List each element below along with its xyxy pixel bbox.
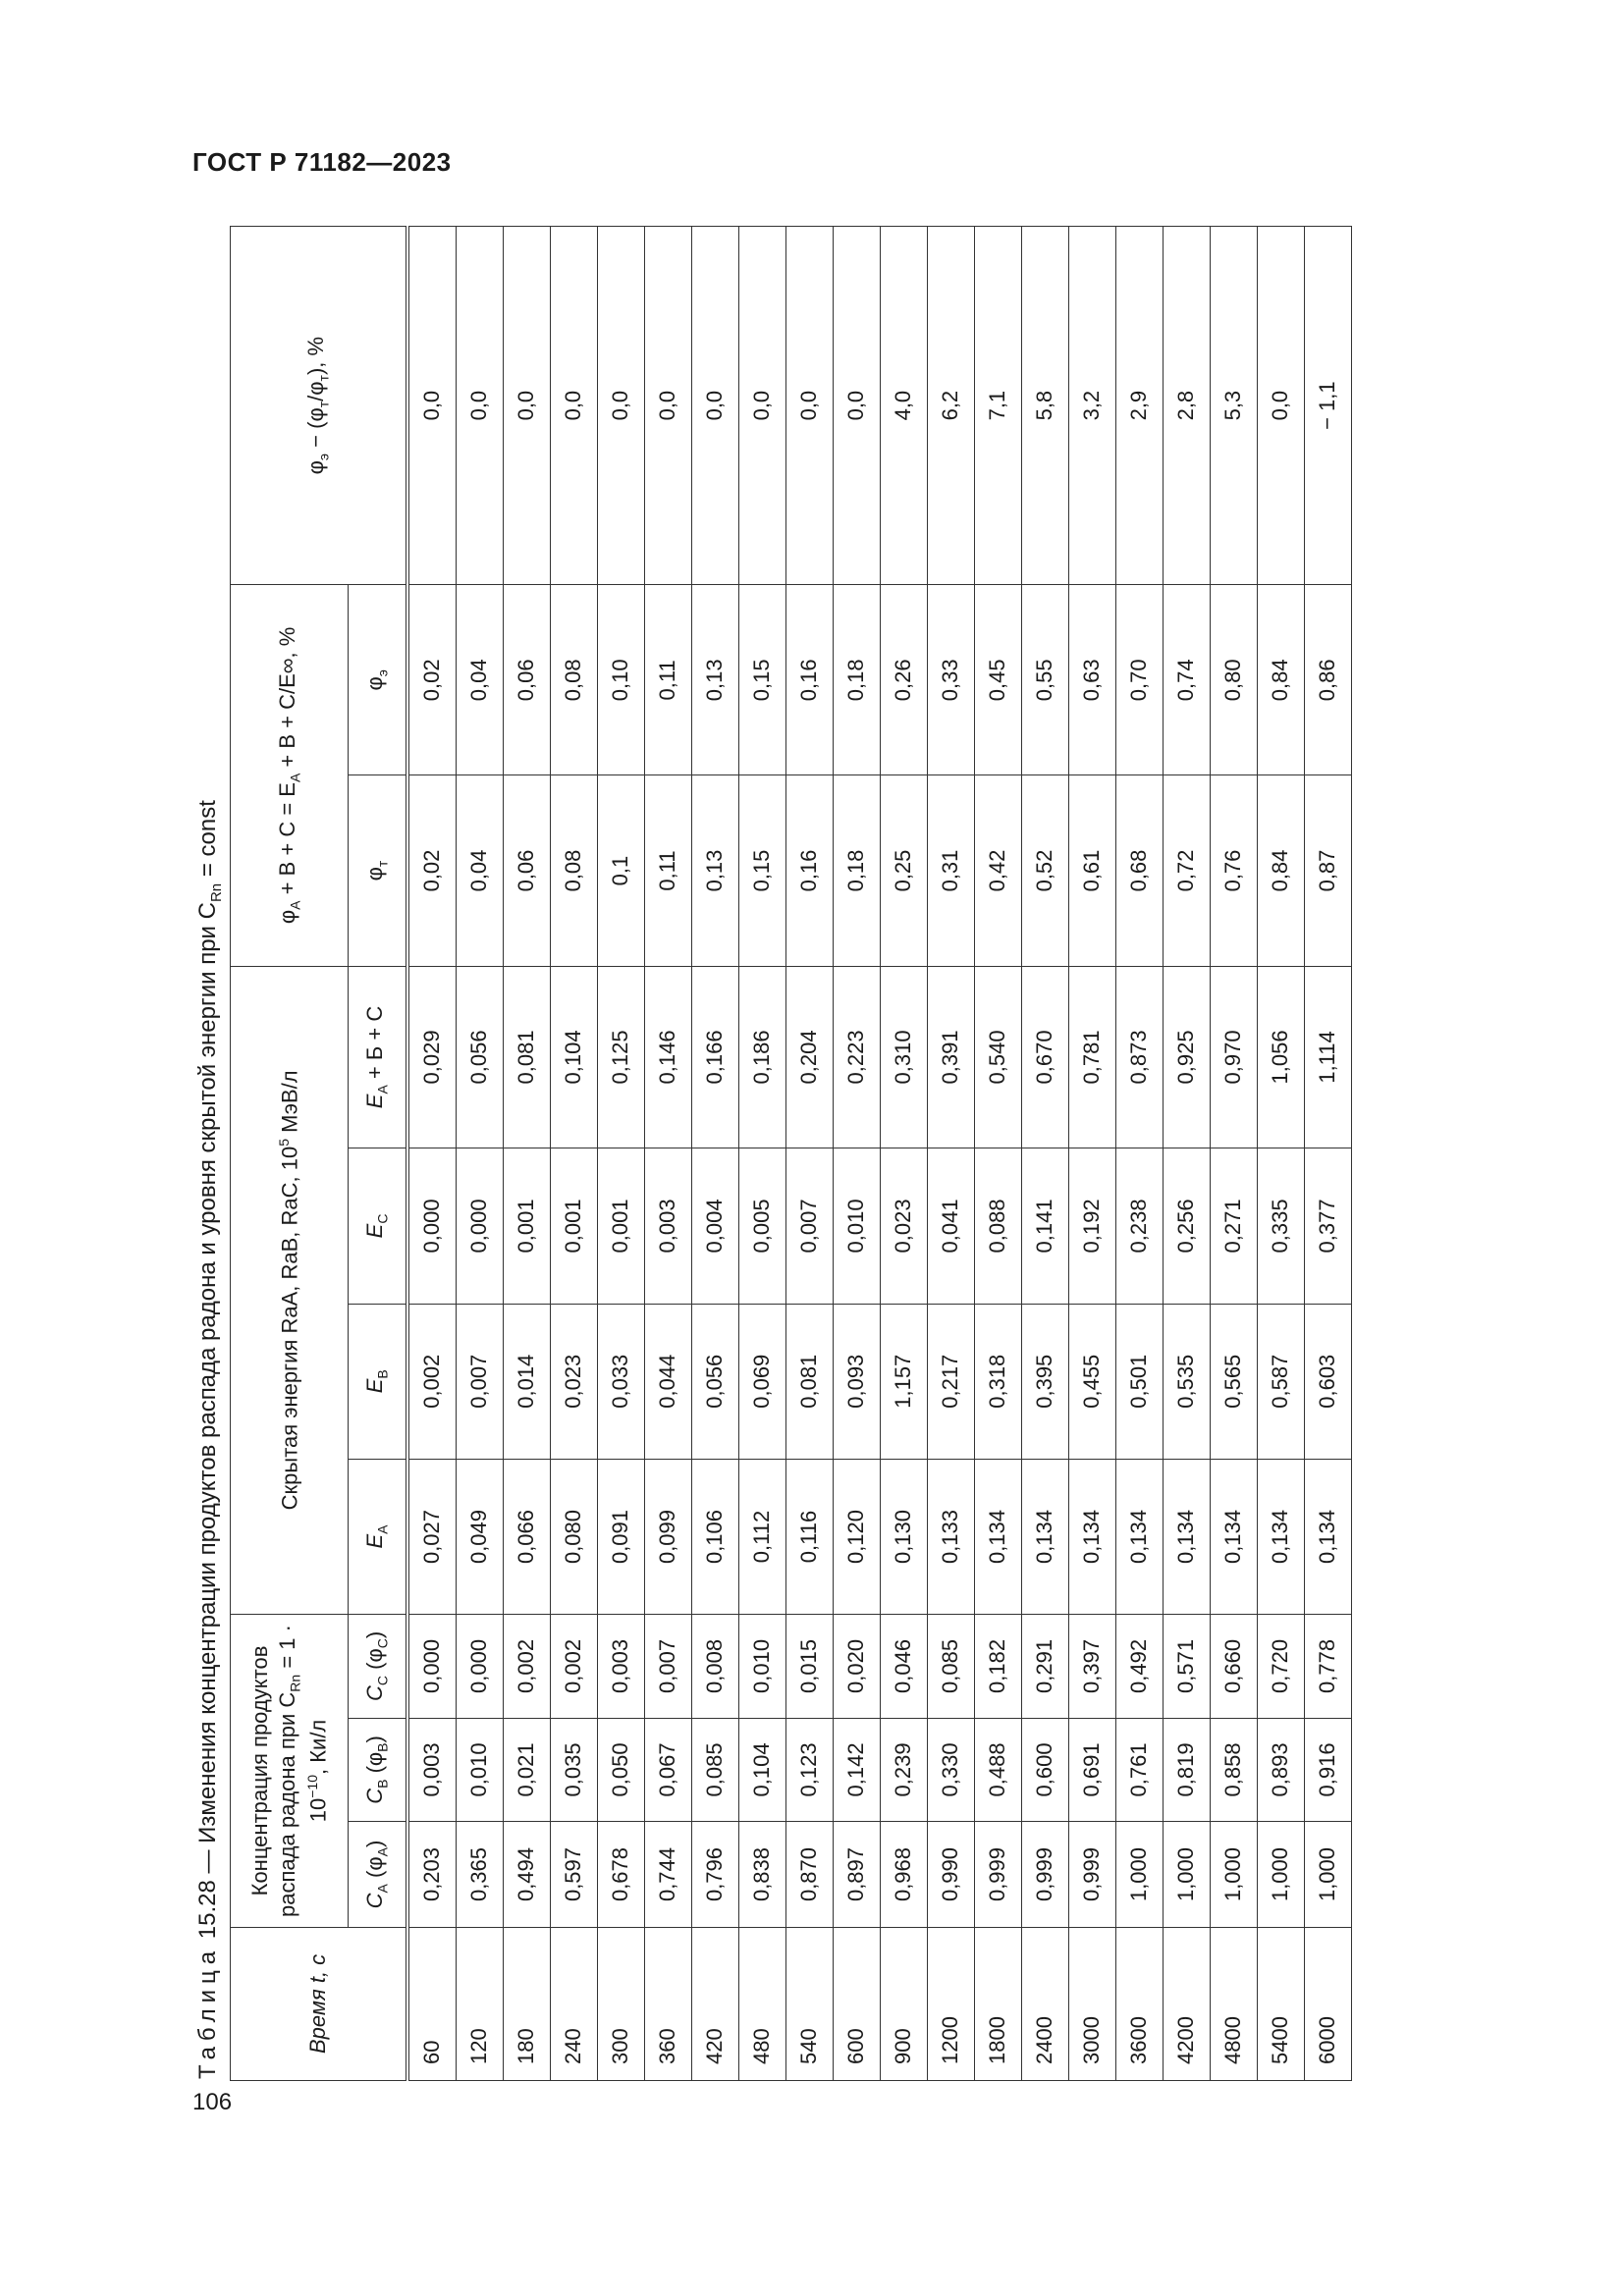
table-cell: 0,0 — [785, 227, 833, 585]
table-cell: 0,0 — [456, 227, 503, 585]
table-cell: 0,093 — [833, 1304, 880, 1459]
caption-text: — Изменения концентрации продуктов распада радона и уровня скрытой энергии при C — [194, 902, 221, 1881]
document-header: ГОСТ Р 71182—2023 — [192, 147, 452, 177]
table-cell: 0,081 — [503, 966, 550, 1148]
header-energy-group: Скрытая энергия RaA, RaB, RaC, $10^5$ МэВ/л — [231, 966, 349, 1615]
table-cell: 0,70 — [1115, 585, 1163, 775]
table-cell: 0,023 — [880, 1148, 927, 1304]
table-cell: 0,720 — [1257, 1615, 1304, 1719]
table-cell: 0,099 — [644, 1459, 691, 1614]
table-cell: 0,007 — [644, 1615, 691, 1719]
header-time: Время t, с — [231, 1927, 407, 2080]
table-cell: 0,13 — [691, 775, 738, 966]
table-cell: 0,008 — [691, 1615, 738, 1719]
table-cell: 0,186 — [738, 966, 785, 1148]
table-cell: 0,04 — [456, 585, 503, 775]
table-row — [644, 227, 691, 2081]
table-cell: 0,0 — [597, 227, 644, 585]
table-cell: 0,15 — [738, 775, 785, 966]
table-row — [1257, 227, 1304, 2081]
table-cell: 0,744 — [644, 1822, 691, 1928]
table-cell: 1,000 — [1163, 1822, 1210, 1928]
table-cell: 5,8 — [1021, 227, 1068, 585]
cell-time: 2400 — [1021, 1927, 1068, 2080]
table-cell: 0,112 — [738, 1459, 785, 1614]
cell-time: 480 — [738, 1927, 785, 2080]
table-cell: 3,2 — [1068, 227, 1115, 585]
table-cell: 0,45 — [974, 585, 1021, 775]
table-caption — [192, 800, 233, 2079]
table-cell: 0,925 — [1163, 966, 1210, 1148]
table-cell: 0,049 — [456, 1459, 503, 1614]
table-cell: 0,76 — [1210, 775, 1257, 966]
table-cell: 0,15 — [738, 585, 785, 775]
table-cell: 0,897 — [833, 1822, 880, 1928]
table-cell: 0,141 — [1021, 1148, 1068, 1304]
table-cell: 0,494 — [503, 1822, 550, 1928]
table-cell: 0,001 — [597, 1148, 644, 1304]
table-cell: 0,120 — [833, 1459, 880, 1614]
table-cell: 0,204 — [785, 966, 833, 1148]
table-cell: 0,603 — [1304, 1304, 1351, 1459]
header-cb: $C_B$ $(\varphi_B)$ — [349, 1718, 407, 1822]
cell-time: 1200 — [927, 1927, 974, 2080]
cell-time: 5400 — [1257, 1927, 1304, 2080]
table-cell: 0,223 — [833, 966, 880, 1148]
header-cc: $C_C$ $(\varphi_C)$ — [349, 1615, 407, 1719]
table-cell: 0,182 — [974, 1615, 1021, 1719]
table-cell: 0,18 — [833, 585, 880, 775]
table-cell: 0,023 — [550, 1304, 597, 1459]
table-row — [1115, 227, 1163, 2081]
table-cell: 0,819 — [1163, 1718, 1210, 1822]
table-cell: 0,291 — [1021, 1615, 1068, 1719]
table-row — [738, 227, 785, 2081]
table-cell: 0,02 — [407, 775, 457, 966]
table-cell: 0,0 — [1257, 227, 1304, 585]
table-cell: 0,130 — [880, 1459, 927, 1614]
table-cell: 0,010 — [738, 1615, 785, 1719]
table-cell: 0,033 — [597, 1304, 644, 1459]
cell-time: 6000 — [1304, 1927, 1351, 2080]
table-row — [785, 227, 833, 2081]
table-cell: 0,238 — [1115, 1148, 1163, 1304]
table-cell: 0,80 — [1210, 585, 1257, 775]
table-cell: − 1,1 — [1304, 227, 1351, 585]
table-cell: 6,2 — [927, 227, 974, 585]
table-cell: 0,33 — [927, 585, 974, 775]
table-cell: 0,893 — [1257, 1718, 1304, 1822]
table-row — [1304, 227, 1351, 2081]
table-cell: 0,565 — [1210, 1304, 1257, 1459]
table-cell: 0,330 — [927, 1718, 974, 1822]
table-cell: 0,08 — [550, 775, 597, 966]
table-cell: 0,06 — [503, 775, 550, 966]
cell-time: 4800 — [1210, 1927, 1257, 2080]
table-cell: 0,125 — [597, 966, 644, 1148]
table-cell: 0,86 — [1304, 585, 1351, 775]
table-cell: 0,203 — [407, 1822, 457, 1928]
table-cell: 0,761 — [1115, 1718, 1163, 1822]
header-diff: $\varphi_э - (\varphi_т/\varphi_т)$, % — [231, 227, 407, 585]
table-cell: 0,778 — [1304, 1615, 1351, 1719]
table-cell: 0,080 — [550, 1459, 597, 1614]
table-cell: 0,990 — [927, 1822, 974, 1928]
table-cell: 0,999 — [1021, 1822, 1068, 1928]
table-cell: 0,002 — [550, 1615, 597, 1719]
table-cell: 0,16 — [785, 775, 833, 966]
caption-number: 15.28 — [194, 1880, 221, 1940]
table-cell: 0,002 — [503, 1615, 550, 1719]
table-cell: 5,3 — [1210, 227, 1257, 585]
table-cell: 0,970 — [1210, 966, 1257, 1148]
table-cell: 0,142 — [833, 1718, 880, 1822]
table-cell: 0,16 — [785, 585, 833, 775]
table-cell: 0,488 — [974, 1718, 1021, 1822]
table-cell: 0,003 — [597, 1615, 644, 1719]
table-cell: 0,08 — [550, 585, 597, 775]
table-cell: 0,007 — [785, 1148, 833, 1304]
table-cell: 0,002 — [407, 1304, 457, 1459]
cell-time: 900 — [880, 1927, 927, 2080]
table-cell: 0,035 — [550, 1718, 597, 1822]
cell-time: 1800 — [974, 1927, 1021, 2080]
table-row — [833, 227, 880, 2081]
table-cell: 0,587 — [1257, 1304, 1304, 1459]
header-phi-group: $\varphi_A + B + C = E_A + B + C/E\infty$, % — [231, 585, 349, 966]
table-cell: 0,535 — [1163, 1304, 1210, 1459]
table-row — [503, 227, 550, 2081]
table-cell: 0,0 — [833, 227, 880, 585]
table-cell: 0,056 — [456, 966, 503, 1148]
table-cell: 0,000 — [407, 1148, 457, 1304]
table-cell: 0,256 — [1163, 1148, 1210, 1304]
table-cell: 0,0 — [550, 227, 597, 585]
table-cell: 0,056 — [691, 1304, 738, 1459]
table-cell: 0,870 — [785, 1822, 833, 1928]
table-cell: 0,691 — [1068, 1718, 1115, 1822]
table-cell: 0,001 — [550, 1148, 597, 1304]
table-cell: 0,06 — [503, 585, 550, 775]
table-row — [1210, 227, 1257, 2081]
table-cell: 0,003 — [407, 1718, 457, 1822]
table-cell: 0,166 — [691, 966, 738, 1148]
table-body — [407, 227, 1352, 2081]
header-phi-e: $\varphi_э$ — [349, 585, 407, 775]
table-cell: 0,04 — [456, 775, 503, 966]
table-cell: 0,600 — [1021, 1718, 1068, 1822]
table-cell: 0,085 — [927, 1615, 974, 1719]
table-cell: 0,010 — [456, 1718, 503, 1822]
table-cell: 0,25 — [880, 775, 927, 966]
table-cell: 0,391 — [927, 966, 974, 1148]
table-cell: 0,044 — [644, 1304, 691, 1459]
table-cell: 0,123 — [785, 1718, 833, 1822]
table-cell: 0,239 — [880, 1718, 927, 1822]
table-cell: 0,395 — [1021, 1304, 1068, 1459]
table-cell: 0,68 — [1115, 775, 1163, 966]
table-cell: 0,10 — [597, 585, 644, 775]
table-cell: 1,114 — [1304, 966, 1351, 1148]
table-cell: 0,146 — [644, 966, 691, 1148]
table-row — [1021, 227, 1068, 2081]
table-cell: 0,104 — [550, 966, 597, 1148]
table-cell: 0,11 — [644, 775, 691, 966]
cell-time: 240 — [550, 1927, 597, 2080]
table-cell: 0,069 — [738, 1304, 785, 1459]
table-cell: 0,781 — [1068, 966, 1115, 1148]
table-cell: 0,63 — [1068, 585, 1115, 775]
table-cell: 1,000 — [1115, 1822, 1163, 1928]
table-cell: 0,134 — [1304, 1459, 1351, 1614]
cell-time: 120 — [456, 1927, 503, 2080]
table-cell: 0,021 — [503, 1718, 550, 1822]
data-table — [230, 226, 1352, 2081]
table-cell: 0,134 — [1115, 1459, 1163, 1614]
table-cell: 0,916 — [1304, 1718, 1351, 1822]
table-cell: 0,005 — [738, 1148, 785, 1304]
table-row — [880, 227, 927, 2081]
table-cell: 0,74 — [1163, 585, 1210, 775]
table-cell: 0,84 — [1257, 585, 1304, 775]
table-cell: 0,106 — [691, 1459, 738, 1614]
table-cell: 0,0 — [503, 227, 550, 585]
caption-prefix: Таблица — [194, 1945, 221, 2079]
table-cell: 0,000 — [407, 1615, 457, 1719]
cell-time: 3000 — [1068, 1927, 1115, 2080]
table-row — [550, 227, 597, 2081]
table-row — [691, 227, 738, 2081]
cell-time: 600 — [833, 1927, 880, 2080]
table-cell: 1,000 — [1304, 1822, 1351, 1928]
table-cell: 0,134 — [1021, 1459, 1068, 1614]
table-cell: 1,000 — [1257, 1822, 1304, 1928]
table-cell: 0,501 — [1115, 1304, 1163, 1459]
table-row — [407, 227, 457, 2081]
cell-time: 540 — [785, 1927, 833, 2080]
table-cell: 0,020 — [833, 1615, 880, 1719]
table-cell: 0,066 — [503, 1459, 550, 1614]
table-cell: 0,134 — [1163, 1459, 1210, 1614]
table-cell: 0,335 — [1257, 1148, 1304, 1304]
table-cell: 0,010 — [833, 1148, 880, 1304]
table-row — [974, 227, 1021, 2081]
table-cell: 2,9 — [1115, 227, 1163, 585]
table-cell: 0,133 — [927, 1459, 974, 1614]
table-cell: 0,999 — [1068, 1822, 1115, 1928]
table-cell: 0,029 — [407, 966, 457, 1148]
table-cell: 0,571 — [1163, 1615, 1210, 1719]
table-cell: 0,540 — [974, 966, 1021, 1148]
table-row — [1163, 227, 1210, 2081]
table-cell: 0,0 — [691, 227, 738, 585]
table-cell: 0,310 — [880, 966, 927, 1148]
table-cell: 0,217 — [927, 1304, 974, 1459]
table-cell: 2,8 — [1163, 227, 1210, 585]
table-cell: 0,455 — [1068, 1304, 1115, 1459]
cell-time: 360 — [644, 1927, 691, 2080]
table-cell: 0,091 — [597, 1459, 644, 1614]
table-cell: 4,0 — [880, 227, 927, 585]
table-cell: 0,796 — [691, 1822, 738, 1928]
rotated-table-block — [192, 226, 1339, 2081]
table-cell: 0,492 — [1115, 1615, 1163, 1719]
table-cell: 0,873 — [1115, 966, 1163, 1148]
table-cell: 0,004 — [691, 1148, 738, 1304]
page-number: 106 — [192, 2089, 233, 2115]
header-conc-group: Концентрация продуктов распада радона при $C_{Rn} = 1 \cdot 10^{-10}$, Ки/л — [231, 1615, 349, 1928]
cell-time: 180 — [503, 1927, 550, 2080]
table-cell: 0,968 — [880, 1822, 927, 1928]
header-ca: $C_A$ $(\varphi_A)$ — [349, 1822, 407, 1928]
table-cell: 0,838 — [738, 1822, 785, 1928]
table-cell: 1,000 — [1210, 1822, 1257, 1928]
table-cell: 0,067 — [644, 1718, 691, 1822]
table-cell: 0,000 — [456, 1148, 503, 1304]
header-ea: $E_A$ — [349, 1459, 407, 1614]
table-cell: 0,11 — [644, 585, 691, 775]
caption-tail: = const — [194, 800, 221, 883]
table-cell: 0,081 — [785, 1304, 833, 1459]
table-cell: 0,192 — [1068, 1148, 1115, 1304]
table-cell: 1,056 — [1257, 966, 1304, 1148]
table-cell: 0,318 — [974, 1304, 1021, 1459]
table-cell: 0,001 — [503, 1148, 550, 1304]
table-row — [456, 227, 503, 2081]
header-esum: $E_A + Б + С$ — [349, 966, 407, 1148]
table-cell: 0,116 — [785, 1459, 833, 1614]
table-cell: 0,041 — [927, 1148, 974, 1304]
header-phi-t: $\varphi_т$ — [349, 775, 407, 966]
table-cell: 0,660 — [1210, 1615, 1257, 1719]
cell-time: 4200 — [1163, 1927, 1210, 2080]
table-cell: 0,000 — [456, 1615, 503, 1719]
table-cell: 0,104 — [738, 1718, 785, 1822]
table-cell: 0,377 — [1304, 1148, 1351, 1304]
cell-time: 3600 — [1115, 1927, 1163, 2080]
table-cell: 0,999 — [974, 1822, 1021, 1928]
table-cell: 0,134 — [1257, 1459, 1304, 1614]
table-row — [927, 227, 974, 2081]
table-cell: 0,72 — [1163, 775, 1210, 966]
table-cell: 0,55 — [1021, 585, 1068, 775]
table-cell: 0,0 — [738, 227, 785, 585]
table-cell: 7,1 — [974, 227, 1021, 585]
table-cell: 0,0 — [644, 227, 691, 585]
cell-time: 420 — [691, 1927, 738, 2080]
table-cell: 0,42 — [974, 775, 1021, 966]
table-cell: 0,003 — [644, 1148, 691, 1304]
header-eb: $E_B$ — [349, 1304, 407, 1459]
table-cell: 0,87 — [1304, 775, 1351, 966]
cell-time: 60 — [407, 1927, 457, 2080]
table-cell: 0,088 — [974, 1148, 1021, 1304]
table-cell: 0,015 — [785, 1615, 833, 1719]
table-cell: 0,134 — [1210, 1459, 1257, 1614]
table-cell: 0,397 — [1068, 1615, 1115, 1719]
table-cell: 0,02 — [407, 585, 457, 775]
table-cell: 0,84 — [1257, 775, 1304, 966]
table-cell: 0,597 — [550, 1822, 597, 1928]
table-cell: 0,858 — [1210, 1718, 1257, 1822]
table-cell: 0,1 — [597, 775, 644, 966]
table-row — [597, 227, 644, 2081]
table-cell: 0,26 — [880, 585, 927, 775]
table-cell: 0,0 — [407, 227, 457, 585]
table-cell: 0,52 — [1021, 775, 1068, 966]
cell-time: 300 — [597, 1927, 644, 2080]
table-cell: 0,18 — [833, 775, 880, 966]
caption-sub: Rn — [207, 882, 225, 903]
table-cell: 0,670 — [1021, 966, 1068, 1148]
table-cell: 0,050 — [597, 1718, 644, 1822]
table-cell: 0,027 — [407, 1459, 457, 1614]
table-cell: 0,678 — [597, 1822, 644, 1928]
table-cell: 0,13 — [691, 585, 738, 775]
table-cell: 0,014 — [503, 1304, 550, 1459]
table-cell: 0,134 — [974, 1459, 1021, 1614]
table-cell: 0,085 — [691, 1718, 738, 1822]
table-row — [1068, 227, 1115, 2081]
table-cell: 0,271 — [1210, 1148, 1257, 1304]
table-cell: 0,007 — [456, 1304, 503, 1459]
table-cell: 1,157 — [880, 1304, 927, 1459]
header-ec: $E_C$ — [349, 1148, 407, 1304]
table-cell: 0,31 — [927, 775, 974, 966]
table-cell: 0,046 — [880, 1615, 927, 1719]
table-cell: 0,365 — [456, 1822, 503, 1928]
table-cell: 0,61 — [1068, 775, 1115, 966]
table-cell: 0,134 — [1068, 1459, 1115, 1614]
